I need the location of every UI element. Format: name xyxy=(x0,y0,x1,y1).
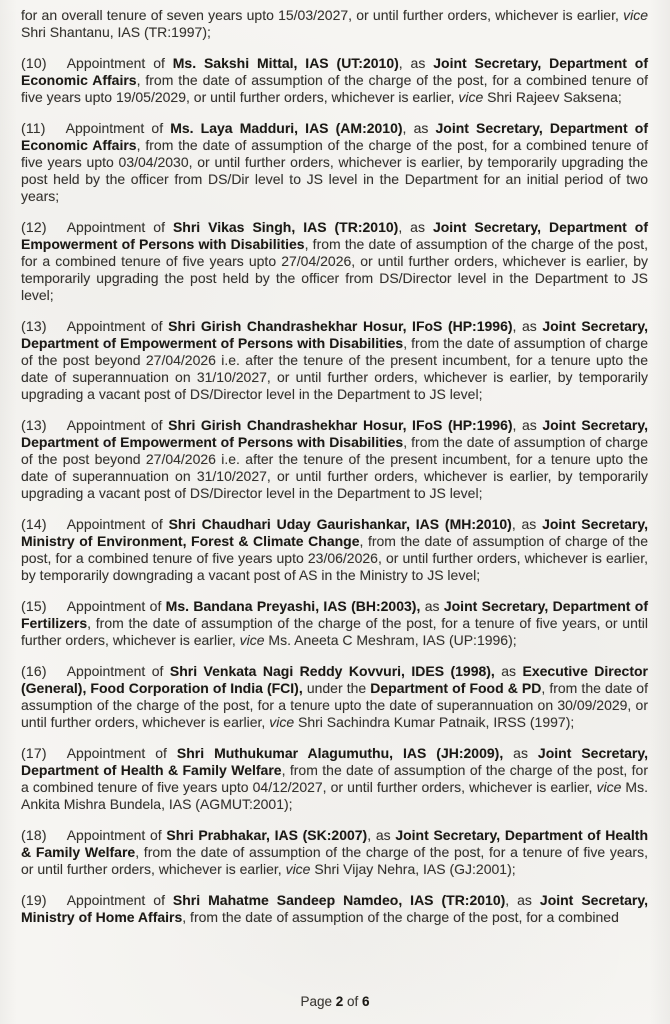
body-text: Appointment of xyxy=(66,219,173,235)
paragraph-item-13-duplicate xyxy=(21,417,648,502)
item-number: (14) xyxy=(21,516,47,532)
paragraph-continuation-item-9 xyxy=(21,7,648,41)
paragraph-item-11 xyxy=(21,120,648,205)
paragraph-item-19 xyxy=(21,892,648,926)
bold-text: Joint Secretary, Department of Empowerment of Persons with Disabilities xyxy=(21,219,649,252)
body-text: , from the date of assumption of the charge of the post, for a combined xyxy=(182,909,619,925)
item-number: (16) xyxy=(21,663,47,679)
body-text: Appointment of xyxy=(66,827,167,843)
bold-text: Joint Secretary, Department of Empowerment of Persons with Disabilities xyxy=(21,318,649,351)
bold-text: Ms. Laya Madduri, IAS (AM:2010) xyxy=(170,120,403,136)
body-text: , from the date of assumption of the charge of the post, for a combined tenure of five years upto 19/05/2029, or until further orders, whichever is earlier, xyxy=(21,72,648,105)
item-number: (11) xyxy=(21,120,46,136)
paragraph-item-14 xyxy=(21,516,648,584)
page-footer xyxy=(0,993,670,1010)
italic-text: vice xyxy=(458,89,484,105)
bold-text: Joint Secretary, Department of Health & Family Welfare xyxy=(21,745,648,778)
paragraph-item-15 xyxy=(21,598,648,649)
body-text: for an overall tenure of seven years upto 15/03/2027, or until further orders, whichever is earlier, xyxy=(21,7,624,23)
body-text: , as xyxy=(398,55,434,71)
body-text: Shri Shantanu, IAS (TR:1997); xyxy=(21,24,211,40)
item-number: (13) xyxy=(21,318,47,334)
body-text: , as xyxy=(512,318,543,334)
body-text: Appointment of xyxy=(66,598,166,614)
body-text: Appointment of xyxy=(66,745,177,761)
italic-text: vice xyxy=(285,861,311,877)
bold-text: Shri Venkata Nagi Reddy Kovvuri, IDES (1998), xyxy=(169,663,495,679)
bold-text: Joint Secretary, Department of Economic Affairs xyxy=(21,55,649,88)
bold-text: Shri Prabhakar, IAS (SK:2007) xyxy=(166,827,368,843)
body-text: Appointment of xyxy=(66,417,169,433)
body-text: , as xyxy=(511,516,543,532)
body-text: Ms. Aneeta C Meshram, IAS (UP:1996); xyxy=(264,632,517,648)
item-number: (15) xyxy=(21,598,47,614)
bold-text: 2 xyxy=(335,994,344,1009)
italic-text: vice xyxy=(596,779,622,795)
bold-text: Shri Vikas Singh, IAS (TR:2010) xyxy=(172,219,399,235)
bold-text: Joint Secretary, Department of Fertilizers xyxy=(21,598,648,631)
body-text: Appointment of xyxy=(66,892,173,908)
body-text: Shri Rajeev Saksena; xyxy=(483,89,622,105)
paragraph-item-16 xyxy=(21,663,648,731)
body-text: Shri Vijay Nehra, IAS (GJ:2001); xyxy=(310,861,516,877)
bold-text: Joint Secretary, Ministry of Home Affairs xyxy=(21,892,648,925)
bold-text: Ms. Bandana Preyashi, IAS (BH:2003), xyxy=(165,598,421,614)
italic-text: vice xyxy=(623,7,648,23)
body-text: Appointment of xyxy=(66,663,170,679)
body-text: as xyxy=(420,598,444,614)
bold-text: Shri Mahatme Sandeep Namdeo, IAS (TR:2010) xyxy=(172,892,506,908)
body-text: Appointment of xyxy=(66,318,169,334)
body-text: , from the date of assumption of the charge of the post, for a tenure of five years, or until further orders, whichever is earlier, xyxy=(21,844,648,877)
body-text: Shri Sachindra Kumar Patnaik, IRSS (1997); xyxy=(294,714,575,730)
bold-text: Department of Food & PD xyxy=(370,680,542,696)
body-text: under the xyxy=(302,680,371,696)
body-text: , from the date of assumption of the charge of the post, for a tenure upto the date of superannuation on 30/09/2029, or until further orders, whichever is earlier, xyxy=(21,680,648,730)
item-number: (10) xyxy=(21,55,47,71)
body-text: as xyxy=(494,663,523,679)
item-number: (12) xyxy=(21,219,47,235)
body-text: , from the date of assumption of charge of the post, for a combined tenure of five years upto 23/06/2026, or until further orders, whichever is earlier, by temporarily downgrading a vacant post of AS in the Ministry to JS level; xyxy=(21,533,648,583)
paragraph-item-18 xyxy=(21,827,648,878)
body-text: , from the date of assumption of the charge of the post, for a tenure of five years, or until further orders, whichever is earlier, xyxy=(21,615,648,648)
body-text: Appointment of xyxy=(66,516,169,532)
body-text: , from the date of assumption of charge of the post beyond 27/04/2026 i.e. after the tenure of the present incumbent, for a tenure upto the date of superannuation on 31/10/2027, or until further orders, whichever is earlier, by temporarily upgrading a vacant post of DS/Director level in the Department to JS level; xyxy=(21,434,648,501)
body-text: , from the date of assumption of the charge of the post, for a combined tenure of five years upto 03/04/2030, or until further orders, whichever is earlier, by temporarily upgrading the post held by the officer from DS/Dir level to JS level in the Department for an initial period of two years; xyxy=(21,137,648,204)
paragraph-item-13 xyxy=(21,318,648,403)
item-number: (19) xyxy=(21,892,47,908)
body-text: of xyxy=(343,994,363,1009)
bold-text: Shri Girish Chandrashekhar Hosur, IFoS (HP:1996) xyxy=(168,417,513,433)
bold-text: Joint Secretary, Department of Economic Affairs xyxy=(21,120,648,153)
body-text: , as xyxy=(402,120,436,136)
body-text: , as xyxy=(367,827,396,843)
body-text: , as xyxy=(512,417,543,433)
item-number: (18) xyxy=(21,827,47,843)
bold-text: 6 xyxy=(362,994,370,1009)
italic-text: vice xyxy=(239,632,265,648)
item-number: (13) xyxy=(21,417,47,433)
paragraph-item-17 xyxy=(21,745,648,813)
body-text: , from the date of assumption of the charge of the post, for a combined tenure of five years upto 04/12/2027, or until further orders, whichever is earlier, xyxy=(21,762,648,795)
body-text: Appointment of xyxy=(65,120,171,136)
italic-text: vice xyxy=(269,714,295,730)
bold-text: Joint Secretary, Department of Empowerment of Persons with Disabilities xyxy=(21,417,649,450)
body-text: , from the date of assumption of the charge of the post, for a combined tenure of five years upto 27/04/2026, or until further orders, whichever is earlier, by temporarily upgrading the post held by the officer from DS/Director level in the Department to JS level; xyxy=(21,236,648,303)
bold-text: Joint Secretary, Department of Health & Family Welfare xyxy=(21,827,649,860)
bold-text: Shri Chaudhari Uday Gaurishankar, IAS (MH:2010) xyxy=(168,516,512,532)
body-text: , as xyxy=(505,892,540,908)
bold-text: Ms. Sakshi Mittal, IAS (UT:2010) xyxy=(172,55,399,71)
body-text: , from the date of assumption of charge of the post beyond 27/04/2026 i.e. after the tenure of the present incumbent, for a tenure upto the date of superannuation on 31/10/2027, or until further orders, whichever is earlier, by temporarily upgrading a vacant post of DS/Director level in the Department to JS level; xyxy=(21,335,648,402)
bold-text: Shri Girish Chandrashekhar Hosur, IFoS (HP:1996) xyxy=(168,318,513,334)
bold-text: Executive Director (General), Food Corporation of India (FCI), xyxy=(21,663,648,696)
item-number: (17) xyxy=(21,745,47,761)
document-body xyxy=(21,7,648,926)
body-text: Ms. Ankita Mishra Bundela, IAS (AGMUT:2001); xyxy=(21,779,648,812)
paragraph-item-12 xyxy=(21,219,648,304)
body-text: , as xyxy=(398,219,433,235)
body-text: Appointment of xyxy=(66,55,173,71)
body-text: as xyxy=(503,745,538,761)
bold-text: Joint Secretary, Ministry of Environment, Forest & Climate Change xyxy=(21,516,648,549)
body-text: Page xyxy=(300,994,336,1009)
paragraph-item-10 xyxy=(21,55,648,106)
bold-text: Shri Muthukumar Alagumuthu, IAS (JH:2009), xyxy=(176,745,504,761)
